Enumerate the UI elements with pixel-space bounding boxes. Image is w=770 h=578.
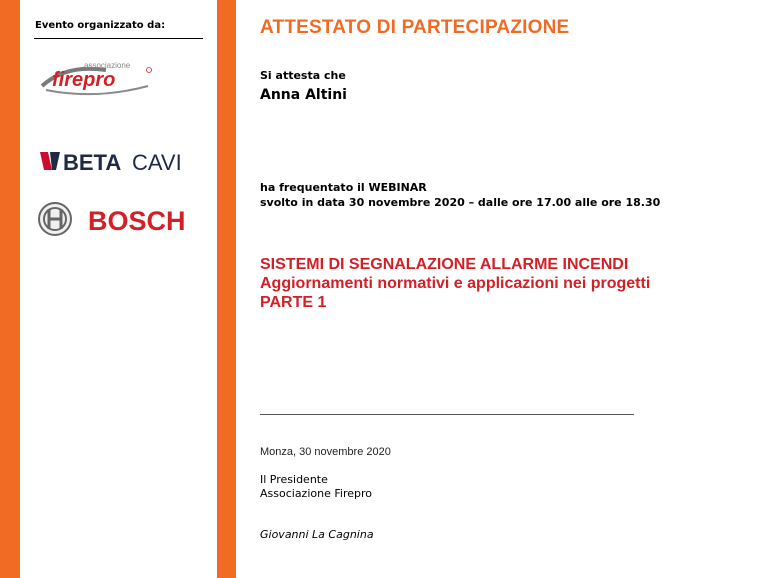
betacavi-mark-icon [40,152,52,170]
participant-name: Anna Altini [260,87,347,103]
course-part-line: PARTE 1 [260,294,327,311]
signature-rule [260,414,634,415]
attended-text: ha frequentato il WEBINAR [260,181,427,194]
course-subtitle-line: Aggiornamenti normativi e applicazioni nei progetti [260,275,651,292]
organizer-rule [34,38,203,39]
attest-label: Si attesta che [260,69,346,82]
certificate-title: ATTESTATO DI PARTECIPAZIONE [260,17,570,38]
event-date-line: svolto in data 30 novembre 2020 – dalle ore 17.00 alle ore 18.30 [260,196,661,209]
sponsor-sidebar [20,0,217,578]
divider-orange-stripe [217,0,236,578]
betacavi-logo [38,148,202,174]
betacavi-mark-icon-dark [50,152,60,170]
signer-organization: Associazione Firepro [260,487,372,500]
bosch-armature-icon [39,203,71,235]
course-title [260,255,650,312]
bosch-text: BOSCH [88,206,186,236]
firepro-logo [36,56,156,100]
betacavi-beta-text: BETA [63,150,122,174]
firepro-small-text: associazione [84,61,131,70]
betacavi-cavi-text: CAVI [132,150,182,174]
certificate-body [236,0,770,578]
place-date: Monza, 30 novembre 2020 [260,446,391,458]
firepro-main-text: firepro [52,69,116,91]
signer-name: Giovanni La Cagnina [260,528,374,541]
signer-role: Il Presidente [260,473,328,486]
left-orange-stripe [0,0,20,578]
organizer-label: Evento organizzato da: [35,20,166,31]
registered-mark-icon [147,68,152,73]
course-title-line: SISTEMI DI SEGNALAZIONE ALLARME INCENDI [260,256,629,273]
bosch-logo [36,200,200,238]
